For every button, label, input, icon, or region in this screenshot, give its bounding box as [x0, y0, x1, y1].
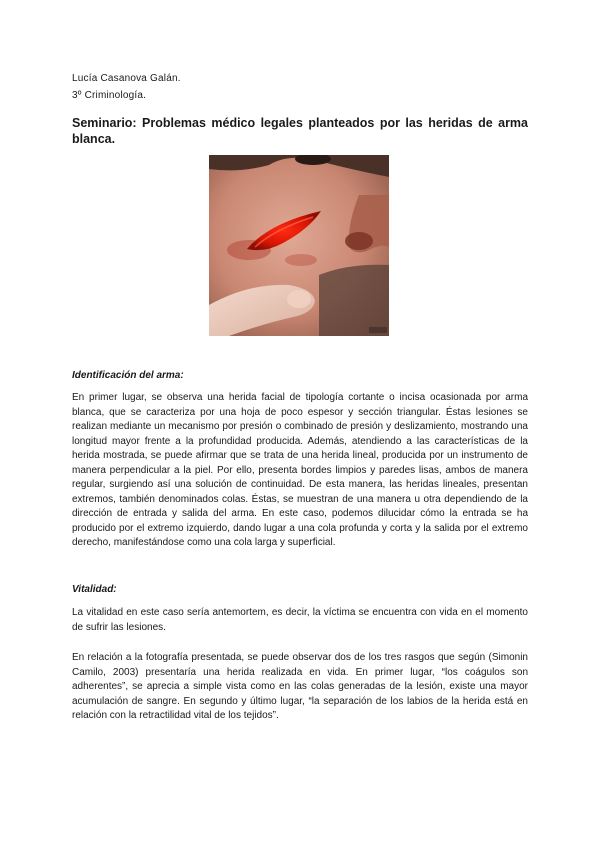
section-body-vitality-1: La vitalidad en este caso sería antemortem, es decir, la víctima se encuentra con vida en el momento de sufrir las lesiones.	[72, 607, 528, 633]
document-title: Seminario: Problemas médico legales planteados por las heridas de arma blanca.	[72, 116, 528, 146]
author-block	[72, 70, 181, 104]
section-body-vitality-2: En relación a la fotografía presentada, se puede observar dos de los tres rasgos que según (Simonin Camilo, 2003) presentaría una herida realizada en vida. En primer lugar, “los coágulos son adherentes”, se aprecia a simple vista como en las colas generadas de la lesión, existe una mayor acumulación de sangre. En segundo y último lugar, “la separación de los labios de la herida está en relación con la retractilidad vital de los tejidos”.	[72, 652, 528, 721]
author-name: Lucía Casanova Galán.	[72, 73, 181, 84]
section-heading-vitality: Vitalidad:	[72, 584, 117, 595]
wound-photo-icon	[209, 155, 389, 336]
section-heading-weapon: Identificación del arma:	[72, 370, 184, 381]
section-body-weapon: En primer lugar, se observa una herida facial de tipología cortante o incisa ocasionada por arma blanca, que se caracteriza por una hoja de poco espesor y sección triangular. Éstas lesiones se realizan mediante un mecanismo por presión o combinado de presión y deslizamiento, mostrando una longitud mayor frente a la profundidad producida. Además, atendiendo a las características de la herida mostrada, se puede afirmar que se trata de una herida lineal, producida por un instrumento de manera perpendicular a la piel. Por ello, presenta bordes limpios y paredes lisas, ambos de manera regular, surgiendo así una solución de continuidad. De esta manera, las heridas lineales, presentan extremos, también denominados colas. Éstas, se muestran de una manera u otra dependiendo de la dirección de entrada y salida del arma. En este caso, podemos dilucidar cómo la entrada se ha producido por el extremo izquierdo, dando lugar a una cola profunda y corta y la salida por el extremo derecho, manifestándose como una cola larga y superficial.	[72, 392, 528, 548]
author-course: 3º Criminología.	[72, 90, 147, 101]
